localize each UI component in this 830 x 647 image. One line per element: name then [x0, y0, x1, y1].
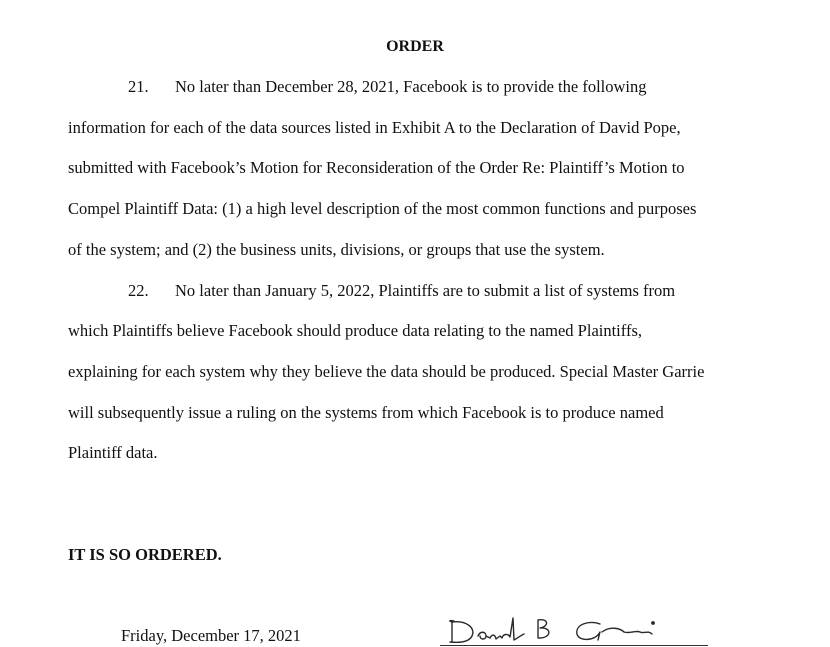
paragraph-22-line-4: will subsequently issue a ruling on the systems from which Facebook is to produce named [68, 403, 664, 422]
order-date: Friday, December 17, 2021 [121, 626, 301, 645]
paragraph-21-line-5: of the system; and (2) the business units, divisions, or groups that use the system. [68, 240, 605, 259]
paragraph-number-22: 22. [128, 281, 149, 300]
paragraph-21-line-4: Compel Plaintiff Data: (1) a high level description of the most common functions and purposes [68, 199, 697, 218]
paragraph-21-line-3: submitted with Facebook’s Motion for Reconsideration of the Order Re: Plaintiff’s Motion to [68, 158, 685, 177]
paragraph-21-line-1: No later than December 28, 2021, Facebook is to provide the following [175, 77, 647, 96]
signature-strokes [450, 618, 654, 642]
order-heading: ORDER [386, 38, 444, 55]
paragraph-22-line-5: Plaintiff data. [68, 443, 158, 462]
signature [440, 612, 710, 647]
paragraph-22-line-1: No later than January 5, 2022, Plaintiffs are to submit a list of systems from [175, 281, 676, 300]
paragraph-22-line-2: which Plaintiffs believe Facebook should produce data relating to the named Plaintiffs, [68, 321, 643, 340]
paragraph-22-line-3: explaining for each system why they believe the data should be produced. Special Master Garrie [68, 362, 705, 381]
paragraph-21-line-2: information for each of the data sources listed in Exhibit A to the Declaration of David Pope, [68, 118, 681, 137]
so-ordered-statement: IT IS SO ORDERED. [68, 545, 222, 564]
paragraph-number-21: 21. [128, 77, 149, 96]
